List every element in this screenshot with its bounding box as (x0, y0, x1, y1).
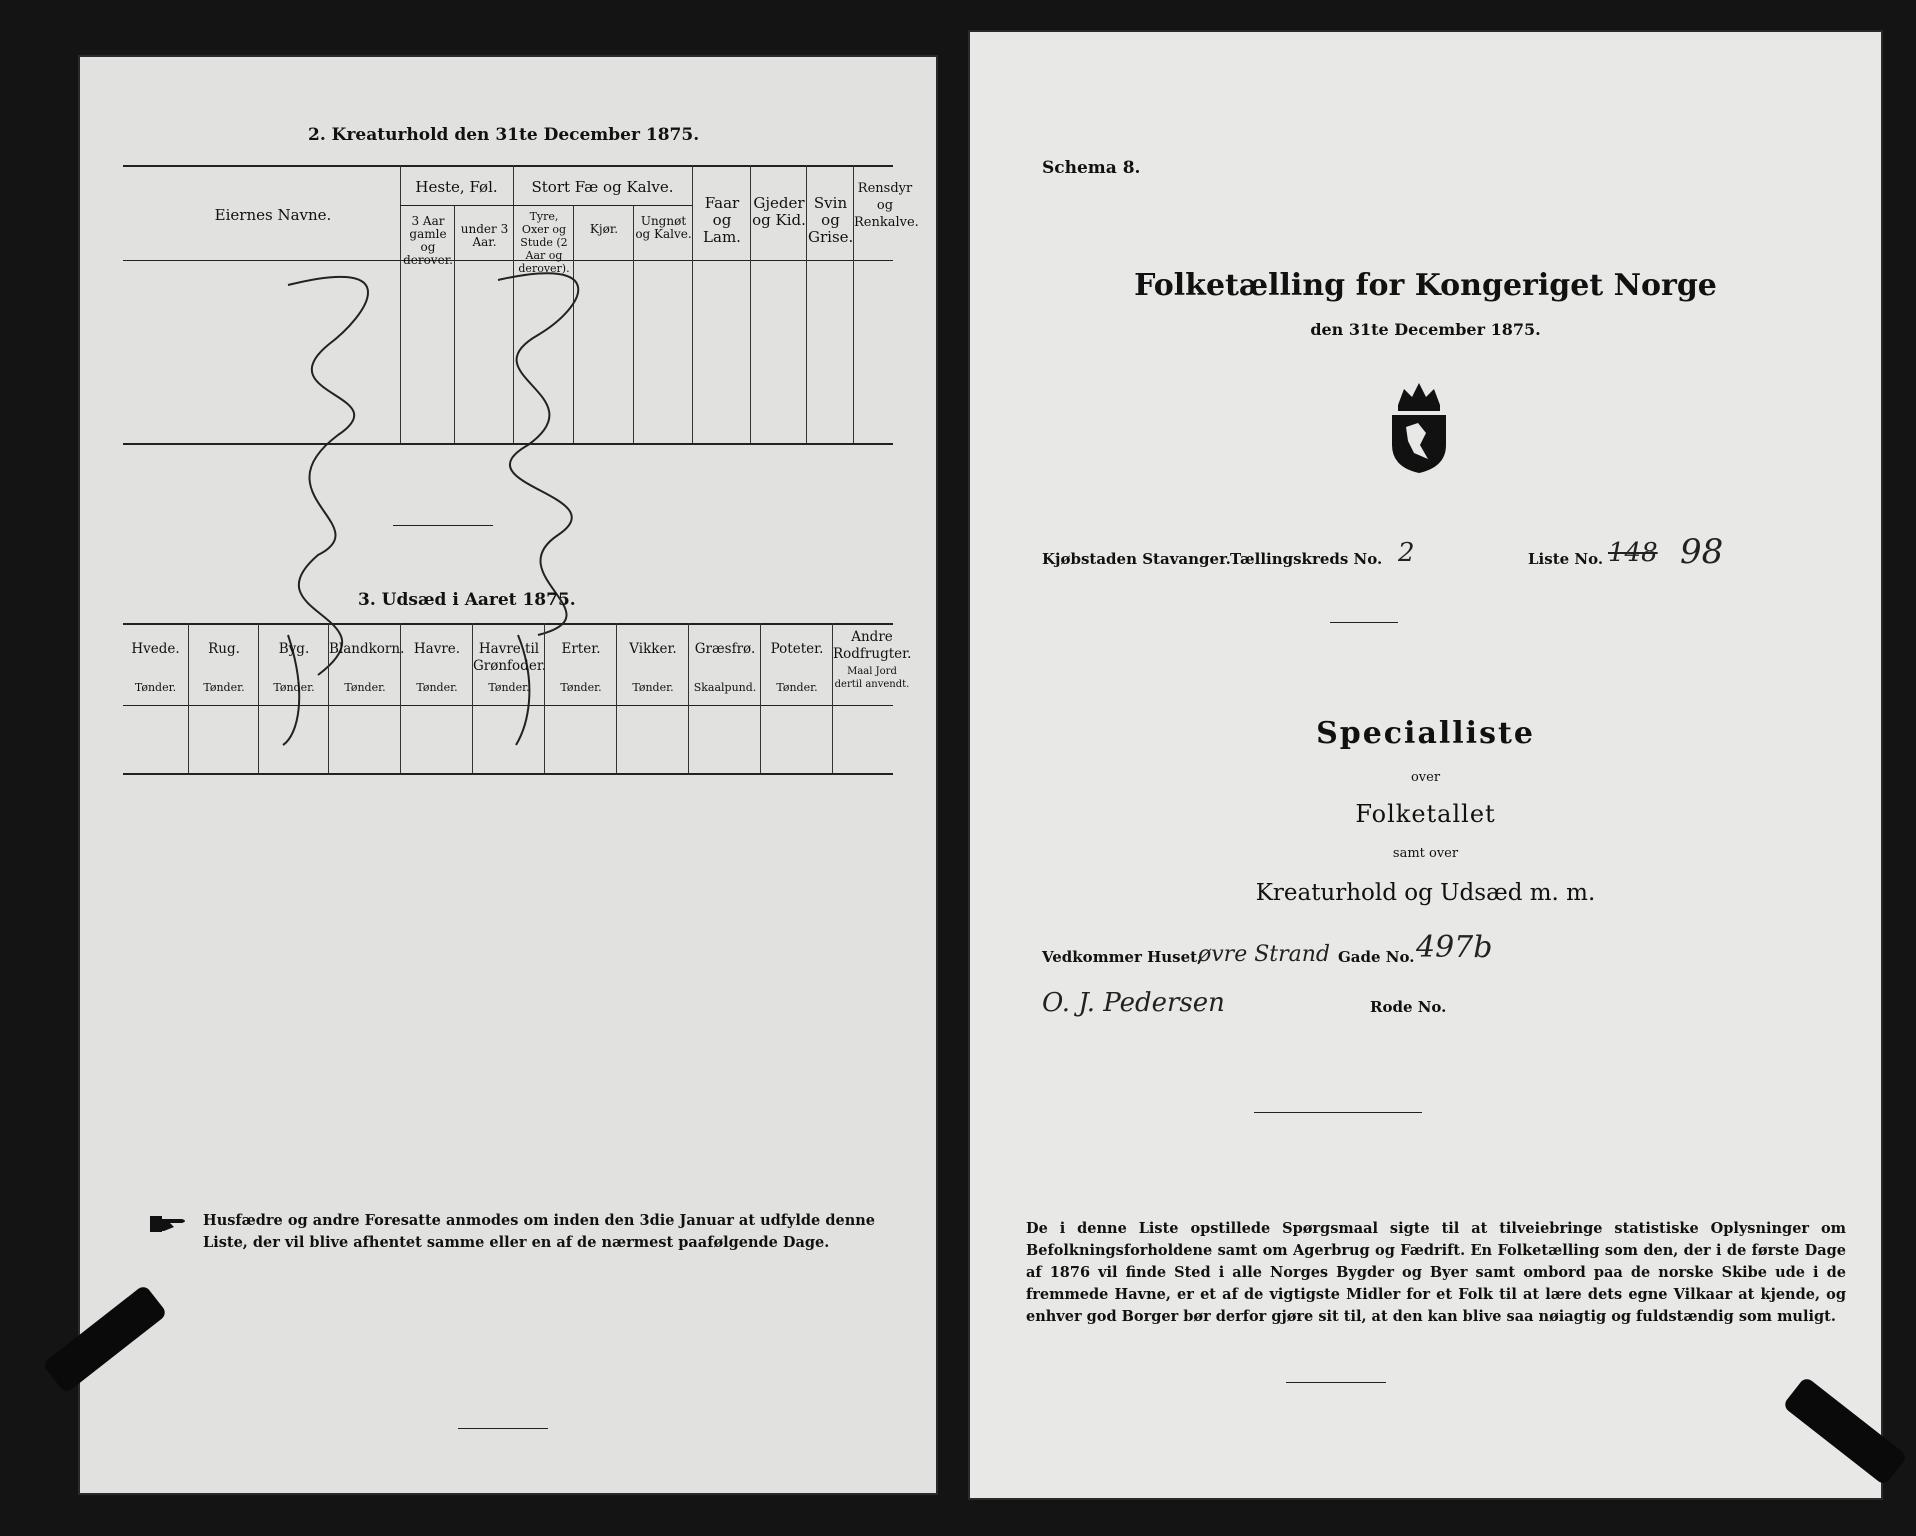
cattle-sub3: Ungnøt og Kalve. (635, 214, 692, 241)
crop-column-1 (188, 623, 259, 773)
crop-column-8 (688, 623, 761, 773)
pointing-hand-icon (150, 1213, 190, 1235)
crop-name: Havre til Grønfoder. (473, 641, 547, 674)
town-label: Kjøbstaden Stavanger. (1042, 550, 1231, 568)
table2-bottom-rule (123, 773, 893, 775)
horses-sub2: under 3 Aar. (460, 222, 509, 249)
crop-name: Erter. (561, 641, 601, 657)
crop-column-2 (258, 623, 329, 773)
house-value: øvre Strand (1198, 942, 1330, 967)
folketallet-text: Folketallet (1355, 800, 1496, 828)
owner-header: Eiernes Navne. (214, 206, 332, 224)
coat-of-arms-icon (1384, 375, 1454, 475)
crop-column-9 (760, 623, 833, 773)
pigs-header: Svin og Grise. (808, 194, 854, 246)
crop-column-4 (400, 623, 473, 773)
crop-unit: Tønder. (632, 681, 674, 694)
cattle-sub2: Kjør. (589, 222, 619, 236)
right-page (968, 30, 1883, 1500)
short-divider (393, 525, 493, 526)
crop-name: Blandkorn. (329, 641, 405, 657)
crop-column-5 (472, 623, 545, 773)
crop-unit: Tønder. (560, 681, 602, 694)
owner-value: O. J. Pedersen (1042, 988, 1225, 1018)
crop-unit: Tønder. (273, 681, 315, 694)
crop-unit: Tønder. (488, 681, 530, 694)
census-date: den 31te December 1875. (1310, 320, 1541, 339)
crop-unit: Maal Jord dertil anvendt. (834, 666, 910, 690)
crop-column-7 (616, 623, 689, 773)
crop-name: Havre. (413, 641, 461, 657)
horses-header: Heste, Føl. (415, 178, 498, 196)
goats-header: Gjeder og Kid. (752, 194, 806, 229)
crop-unit: Tønder. (416, 681, 458, 694)
gade-value: 497b (1416, 930, 1493, 965)
crop-name: Rug. (208, 641, 240, 657)
footer-text: De i denne Liste opstillede Spørgsmaal sigte til at tilveiebringe statistiske Oplysninger om Befolkningsforholdene samt om Agerbrug og Fædrift. En Folketælling som den, der i de første Dage af 1876 vil finde Sted i alle Norges Bygder og Byer samt ombord paa de norske Skibe ude i de fremmede Havne, er et af de vigtigste Midler for et Folk til at lære dets egne Vilkaar at kjende, og enhver god Borger bør derfor gjøre sit til, at den kan blive saa nøiagtig og fuldstændig som muligt. (1026, 1220, 1846, 1325)
divider-2 (1254, 1112, 1422, 1113)
kreaturhold-text: Kreaturhold og Udsæd m. m. (1255, 880, 1596, 906)
horses-sub1: 3 Aar gamle og derover. (403, 214, 453, 267)
gade-label: Gade No. (1338, 948, 1415, 966)
district-value: 2 (1398, 538, 1415, 568)
list-struck-value: 148 (1608, 538, 1658, 568)
crop-name: Byg. (278, 641, 310, 657)
sheep-header: Faar og Lam. (703, 194, 741, 246)
cattle-sub1: Tyre, Oxer og Stude (2 Aar og derover). (518, 210, 570, 275)
over-text: over (1410, 770, 1441, 785)
crop-unit: Tønder. (134, 681, 177, 694)
list-value: 98 (1680, 532, 1724, 572)
special-heading: Specialliste (1316, 716, 1535, 751)
notice-text: Husfædre og andre Foresatte anmodes om inden den 3die Januar at udfylde denne Liste, der vil blive afhentet samme eller en af de nærmest paafølgende Dage. (203, 1212, 876, 1251)
crop-column-0 (123, 623, 188, 773)
house-label: Vedkommer Huset, (1042, 948, 1203, 966)
cattle-header: Stort Fæ og Kalve. (531, 178, 674, 196)
reindeer-header: Rensdyr og Renkalve. (854, 181, 919, 230)
rode-label: Rode No. (1370, 998, 1447, 1016)
section3-title: 3. Udsæd i Aaret 1875. (358, 590, 576, 610)
crop-column-3 (328, 623, 405, 773)
crop-unit: Tønder. (344, 681, 386, 694)
list-label: Liste No. (1528, 550, 1604, 568)
left-page (78, 55, 938, 1495)
crop-unit: Tønder. (776, 681, 818, 694)
divider-3 (1286, 1382, 1386, 1383)
crop-name: Poteter. (770, 641, 824, 657)
district-label: Tællingskreds No. (1230, 550, 1383, 568)
crop-name: Andre Rodfrugter. (833, 629, 912, 662)
samt-over-text: samt over (1392, 846, 1459, 861)
section2-title: 2. Kreaturhold den 31te December 1875. (308, 125, 700, 145)
footer-divider (458, 1428, 548, 1429)
schema-label: Schema 8. (1042, 158, 1141, 178)
crop-name: Hvede. (131, 641, 180, 657)
crop-column-6 (544, 623, 617, 773)
crop-column-10 (832, 623, 911, 773)
divider-1 (1330, 622, 1398, 623)
crop-unit: Tønder. (203, 681, 245, 694)
crop-unit: Skaalpund. (693, 681, 757, 694)
census-title: Folketælling for Kongeriget Norge (1134, 268, 1717, 303)
crop-name: Græsfrø. (694, 641, 756, 657)
crop-name: Vikker. (629, 641, 677, 657)
